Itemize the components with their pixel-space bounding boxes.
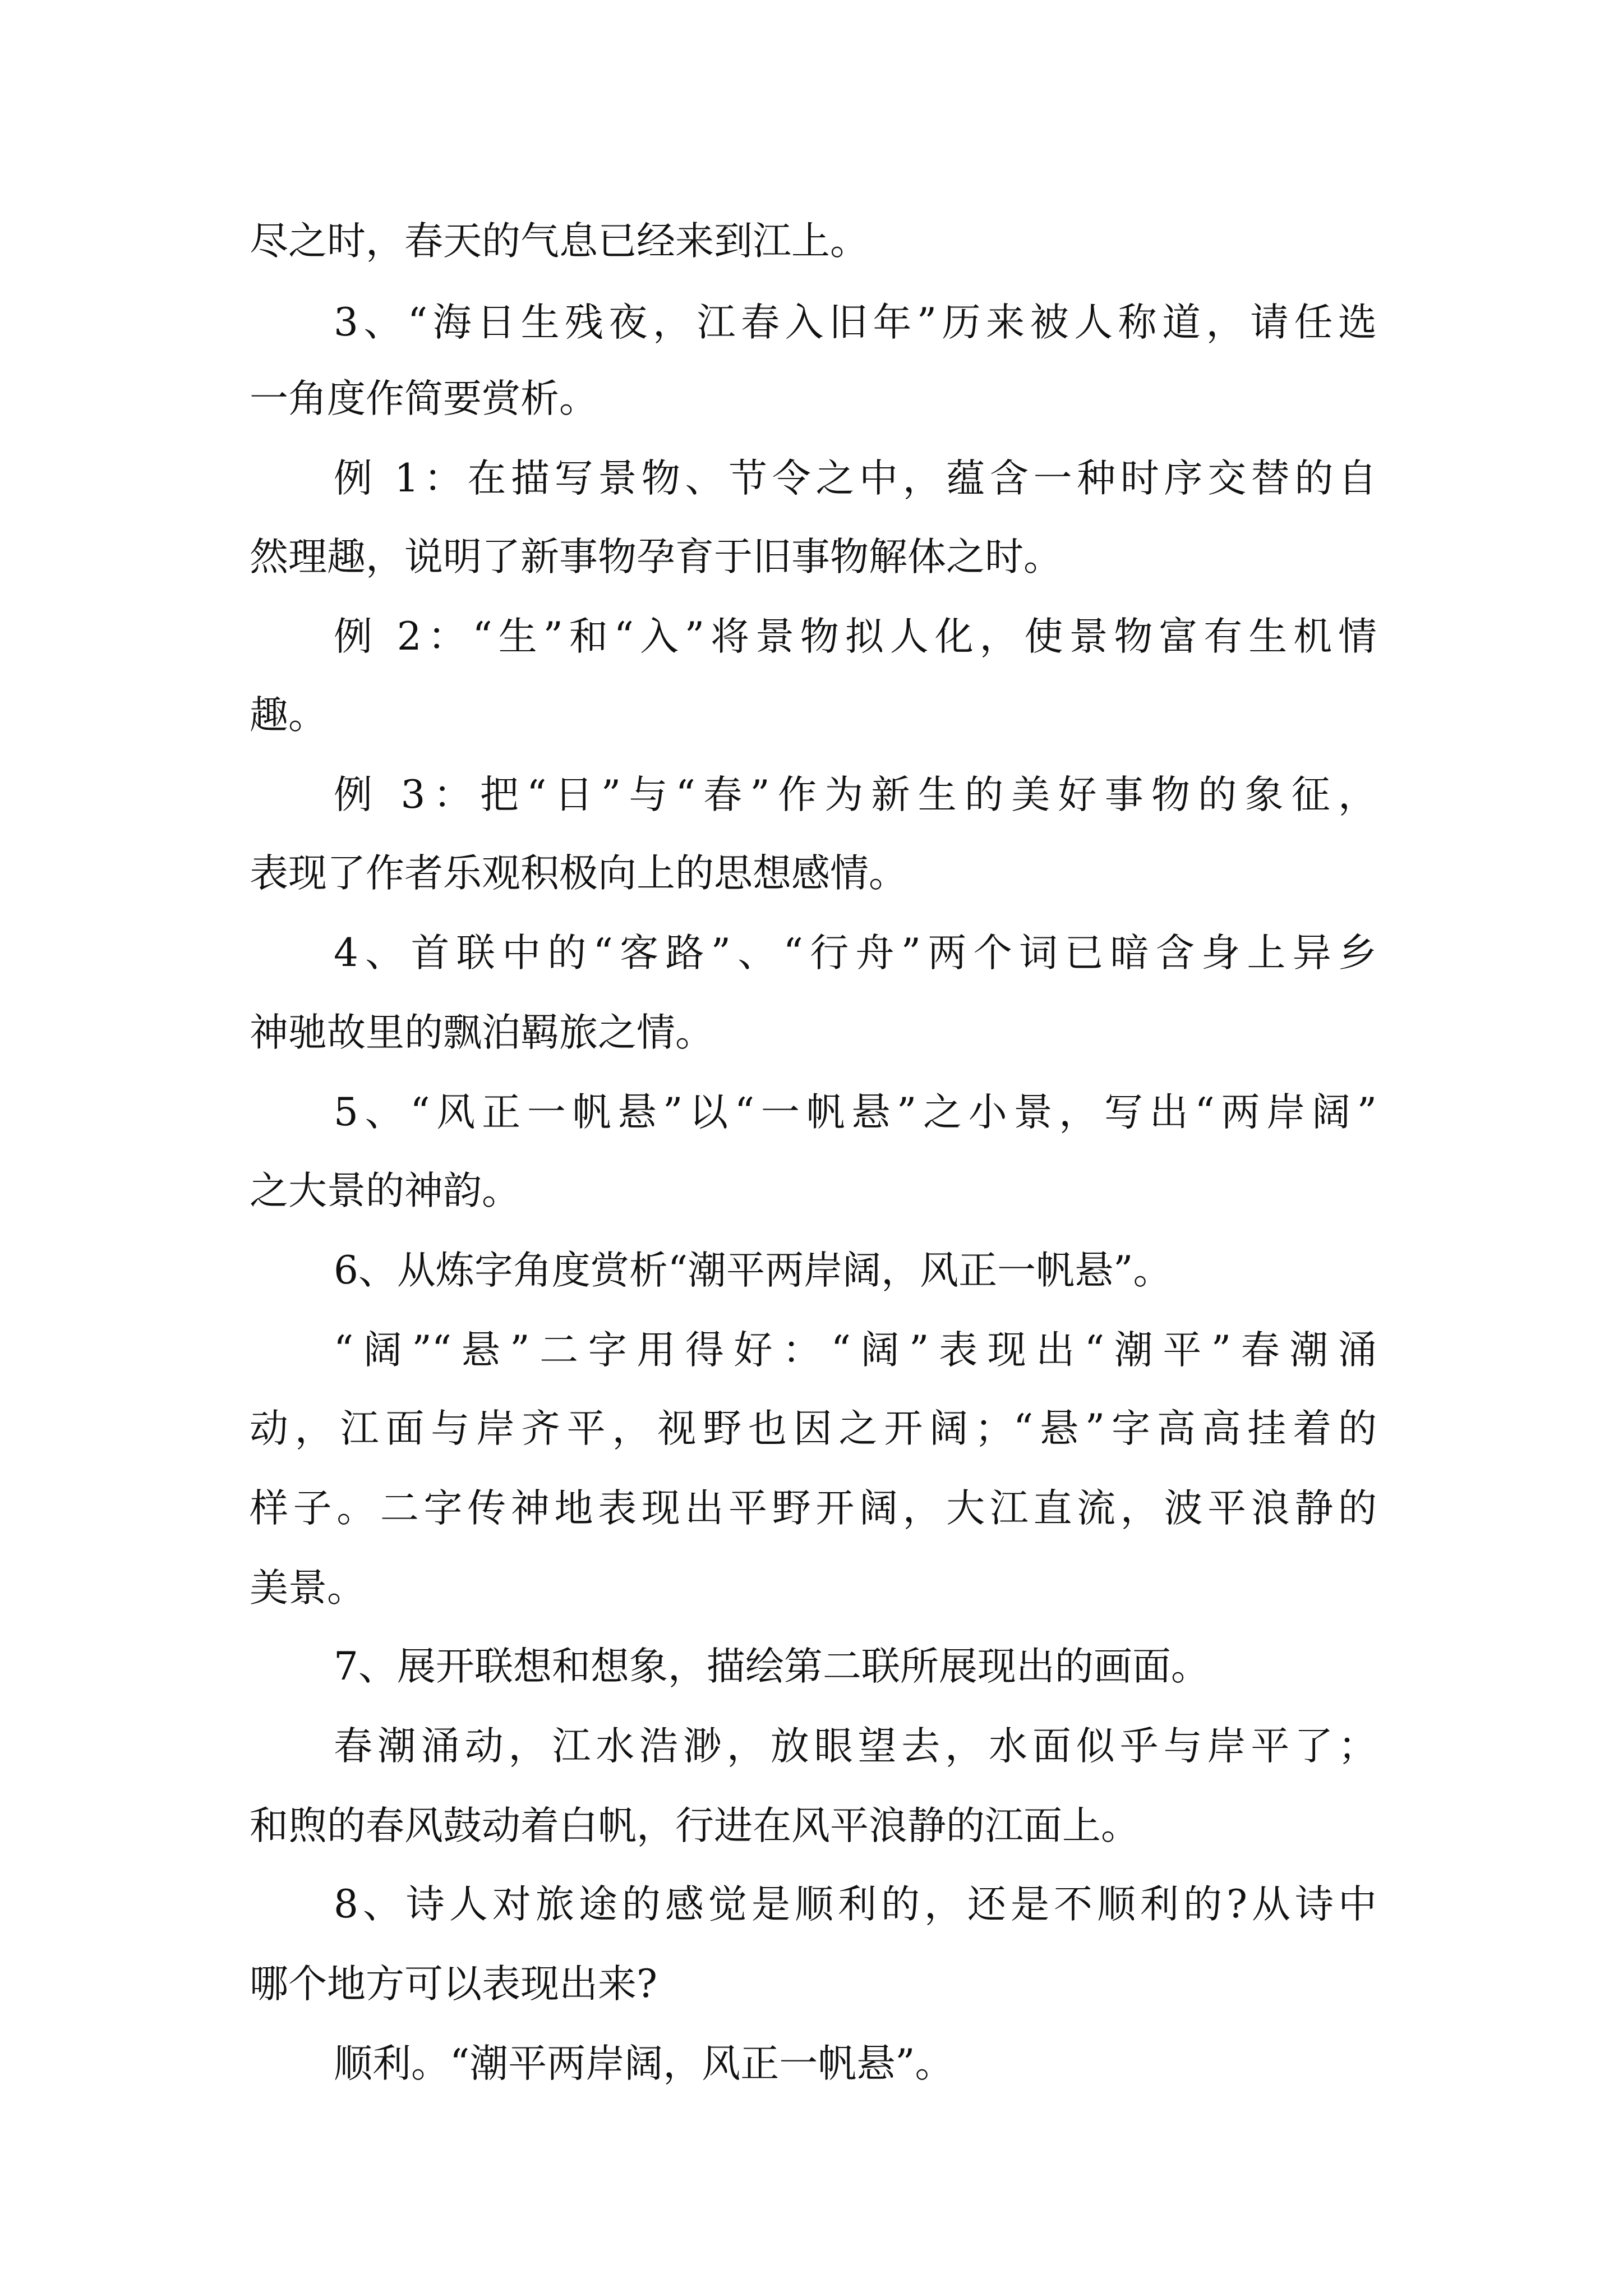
text-line [0, 991, 1623, 1075]
text-line [0, 1466, 1623, 1550]
question-3-line: 3、“海日生残夜，江春入旧年”历来被人称道，请任选 [334, 300, 1377, 345]
text-line [0, 280, 1623, 365]
text-line [0, 1625, 1623, 1709]
text-line-content: 样子。二字传神地表现出平野开阔，大江直流，波平浪静的 [250, 1486, 1377, 1531]
text-line [0, 357, 1623, 441]
example-2-line: 例 2：“生”和“入”将景物拟人化，使景物富有生机情 [334, 614, 1377, 659]
text-line [0, 436, 1623, 521]
text-line [0, 911, 1623, 995]
example-1-line: 例 1：在描写景物、节令之中，蕴含一种时序交替的自 [334, 456, 1377, 501]
text-line [0, 515, 1623, 599]
question-6-line: 6、从炼字角度赏析“潮平两岸阔，风正一帆悬”。 [334, 1248, 1172, 1293]
text-line-content: 趣。 [250, 693, 327, 738]
text-line-content: 美景。 [250, 1566, 366, 1611]
text-line [0, 831, 1623, 915]
text-line [0, 1942, 1623, 2026]
text-line [0, 1862, 1623, 1947]
text-line [0, 1070, 1623, 1154]
answer-6-line: “阔”“悬”二字用得好：“阔”表现出“潮平”春潮涌 [334, 1328, 1377, 1373]
text-line-content: 尽之时，春天的气息已经来到江上。 [250, 219, 869, 264]
question-4-line: 4、首联中的“客路”、“行舟”两个词已暗含身上异乡 [334, 931, 1377, 976]
text-line [0, 1149, 1623, 1233]
question-7-line: 7、展开联想和想象，描绘第二联所展现出的画面。 [334, 1644, 1210, 1689]
question-8-line: 8、诗人对旅途的感觉是顺利的，还是不顺利的?从诗中 [334, 1882, 1377, 1927]
text-line [0, 753, 1623, 837]
text-line [0, 2022, 1623, 2106]
text-line [0, 1784, 1623, 1868]
text-line [0, 595, 1623, 679]
question-5-line: 5、“风正一帆悬”以“一帆悬”之小景，写出“两岸阔” [334, 1090, 1377, 1135]
text-line [0, 1228, 1623, 1313]
text-line [0, 673, 1623, 757]
text-line-content: 动，江面与岸齐平，视野也因之开阔；“悬”字高高挂着的 [250, 1406, 1377, 1451]
answer-7-line: 春潮涌动，江水浩渺，放眼望去，水面似乎与岸平了； [334, 1724, 1377, 1769]
text-line-content: 之大景的神韵。 [250, 1168, 520, 1213]
text-line-content: 和煦的春风鼓动着白帆，行进在风平浪静的江面上。 [250, 1803, 1140, 1848]
text-line [0, 199, 1623, 283]
text-line-content: 神驰故里的飘泊羁旅之情。 [250, 1010, 714, 1055]
text-line [0, 1308, 1623, 1392]
text-line [0, 1387, 1623, 1471]
answer-8-line: 顺利。“潮平两岸阔，风正一帆悬”。 [334, 2041, 954, 2086]
text-line-content: 一角度作简要赏析。 [250, 376, 598, 421]
text-line-content: 然理趣，说明了新事物孕育于旧事物解体之时。 [250, 535, 1062, 579]
text-line-content: 哪个地方可以表现出来? [250, 1962, 657, 2007]
example-3-line: 例 3：把“日”与“春”作为新生的美好事物的象征， [334, 772, 1377, 817]
text-line [0, 1546, 1623, 1630]
text-line-content: 表现了作者乐观积极向上的思想感情。 [250, 851, 907, 896]
text-line [0, 1704, 1623, 1788]
